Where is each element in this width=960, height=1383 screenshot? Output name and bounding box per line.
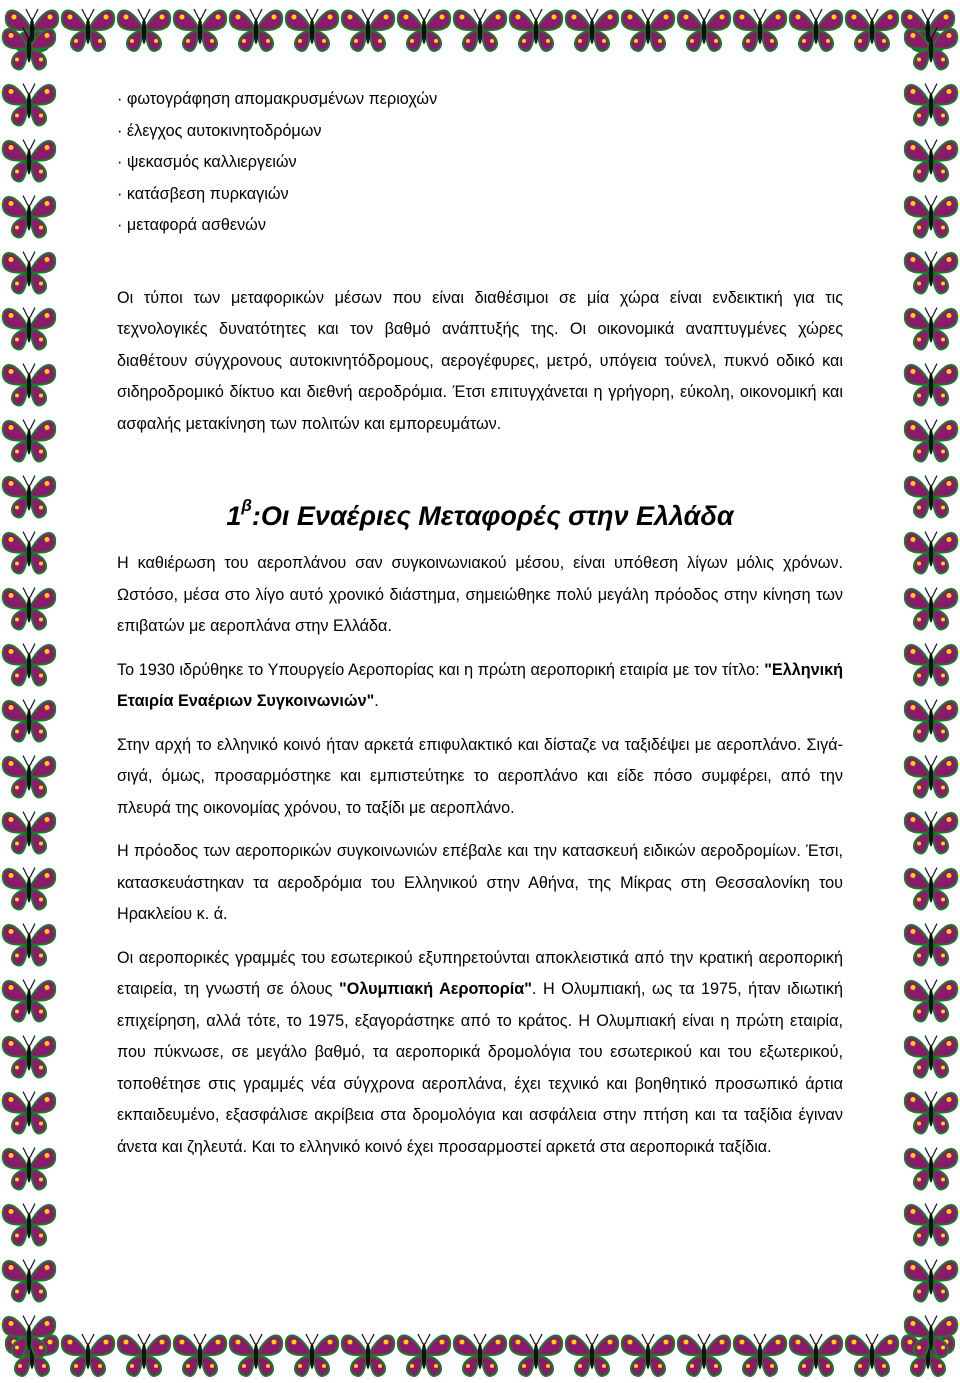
butterfly-icon <box>286 9 338 51</box>
butterfly-icon <box>3 196 55 238</box>
butterfly-icon <box>905 588 957 630</box>
butterfly-icon <box>734 9 786 51</box>
butterfly-icon <box>905 812 957 854</box>
butterfly-icon <box>905 196 957 238</box>
list-item: · κατάσβεση πυρκαγιών <box>117 179 843 211</box>
butterfly-icon <box>3 1260 55 1302</box>
heading-superscript: β <box>241 496 252 515</box>
butterfly-icon <box>734 1334 786 1376</box>
butterfly-icon <box>342 1334 394 1376</box>
butterfly-icon <box>905 364 957 406</box>
butterfly-icon <box>62 1334 114 1376</box>
butterfly-icon <box>622 1334 674 1376</box>
paragraph-text: Το 1930 ιδρύθηκε το Υπουργείο Αεροπορίας και η πρώτη αεροπορική εταιρία με τον τίτλο: <box>117 660 765 679</box>
heading-text: :Οι Εναέριες Μεταφορές στην Ελλάδα <box>251 501 734 531</box>
butterfly-icon <box>3 252 55 294</box>
paragraph: Στην αρχή το ελληνικό κοινό ήταν αρκετά επιφυλακτικό και δίσταζε να ταξιδέψει με αεροπλάνο. Σιγά-σιγά, όμως, προσαρμόστηκε και εμπιστεύτηκε το αεροπλάνο και είδε πόσο συμφέρει, από την πλευρά της οικονομίας χρόνου, το ταξίδι με αεροπλάνο. <box>117 735 843 817</box>
paragraph-text: . <box>374 692 379 710</box>
document-body <box>117 84 843 1163</box>
butterfly-icon <box>286 1334 338 1376</box>
company-name: "Ολυμπιακή Αεροπορία" <box>339 980 532 998</box>
butterfly-icon <box>905 84 957 126</box>
butterfly-icon <box>62 9 114 51</box>
butterfly-icon <box>3 1092 55 1134</box>
butterfly-icon <box>905 924 957 966</box>
butterfly-icon <box>118 9 170 51</box>
butterfly-icon <box>905 644 957 686</box>
butterfly-icon <box>566 1334 618 1376</box>
butterfly-icon <box>3 308 55 350</box>
butterfly-icon <box>622 9 674 51</box>
butterfly-icon <box>3 476 55 518</box>
list-item: · ψεκασμός καλλιεργειών <box>117 147 843 179</box>
butterfly-icon <box>3 812 55 854</box>
butterfly-icon <box>454 1334 506 1376</box>
butterfly-icon <box>905 1036 957 1078</box>
butterfly-icon <box>3 532 55 574</box>
butterfly-icon <box>3 980 55 1022</box>
butterfly-icon <box>3 84 55 126</box>
butterfly-icon <box>3 868 55 910</box>
butterfly-icon <box>3 588 55 630</box>
paragraph <box>117 943 843 1164</box>
butterfly-icon <box>905 1316 957 1358</box>
butterfly-icon <box>174 1334 226 1376</box>
butterfly-icon <box>905 308 957 350</box>
butterfly-icon <box>3 700 55 742</box>
butterfly-icon <box>3 420 55 462</box>
butterfly-icon <box>678 9 730 51</box>
border-left <box>0 0 58 1383</box>
butterfly-icon <box>3 140 55 182</box>
butterfly-icon <box>905 1204 957 1246</box>
butterfly-icon <box>905 140 957 182</box>
butterfly-icon <box>3 924 55 966</box>
butterfly-icon <box>905 420 957 462</box>
butterfly-icon <box>905 28 957 70</box>
border-top <box>0 0 960 58</box>
butterfly-icon <box>846 1334 898 1376</box>
butterfly-icon <box>454 9 506 51</box>
butterfly-icon <box>905 1260 957 1302</box>
butterfly-icon <box>905 980 957 1022</box>
heading-number: 1 <box>226 501 242 531</box>
butterfly-icon <box>905 252 957 294</box>
butterfly-icon <box>3 364 55 406</box>
butterfly-icon <box>566 9 618 51</box>
border-bottom <box>0 1325 960 1383</box>
butterfly-icon <box>3 1148 55 1190</box>
butterfly-icon <box>342 9 394 51</box>
butterfly-icon <box>3 28 55 70</box>
butterfly-icon <box>905 532 957 574</box>
butterfly-icon <box>3 1204 55 1246</box>
butterfly-icon <box>846 9 898 51</box>
butterfly-icon <box>905 476 957 518</box>
butterfly-icon <box>3 644 55 686</box>
company-name: "Ελληνική Εταιρία Εναέριων Συγκοινωνιών" <box>117 660 843 710</box>
butterfly-icon <box>905 1148 957 1190</box>
butterfly-icon <box>398 1334 450 1376</box>
section-heading <box>117 490 843 536</box>
butterfly-icon <box>398 9 450 51</box>
butterfly-icon <box>230 1334 282 1376</box>
border-right <box>902 0 960 1383</box>
list-item: · μεταφορά ασθενών <box>117 210 843 242</box>
butterfly-icon <box>905 1092 957 1134</box>
butterfly-icon <box>790 9 842 51</box>
paragraph: Η πρόοδος των αεροπορικών συγκοινωνιών επέβαλε και την κατασκευή ειδικών αεροδρομίων. Έτσι, κατασκευάστηκαν τα αεροδρόμια του Ελληνικού στην Αθήνα, της Μίκρας στη Θεσσαλονίκη του Ηρακλείου κ. ά. <box>117 842 843 923</box>
paragraph: Η καθιέρωση του αεροπλάνου σαν συγκοινωνιακού μέσου, είναι υπόθεση λίγων μόλις χρόνων. Ωστόσο, μέσα στο λίγο αυτό χρονικό διάστημα, σημειώθηκε πολύ μεγάλη πρόοδος στην κίνηση των επιβατών με αεροπλάνα στην Ελλάδα. <box>117 554 843 635</box>
bullet-list <box>117 84 843 242</box>
butterfly-icon <box>3 756 55 798</box>
butterfly-icon <box>678 1334 730 1376</box>
butterfly-icon <box>118 1334 170 1376</box>
paragraph-text: . Η Ολυμπιακή, ως τα 1975, ήταν ιδιωτική επιχείρηση, αλλά τότε, το 1975, εξαγοράστηκε από το κράτος. Η Ολυμπιακή είναι η πρώτη εταιρία, που πύκνωσε, σε μεγάλο βαθμό, τα αεροπορικά δρομολόγια του εσωτερικού και του εξωτερικού, τοποθέτησε στις γραμμές νέα σύγχρονα αεροπλάνα, έχει τεχνικό και βοηθητικό προσωπικό άρτια εκπαιδευμένο, εξασφάλισε ακρίβεια στα δρομολόγια και ασφάλεια στην πτήση και τα ταξίδια έγιναν άνετα και ζηλευτά. Και το ελληνικό κοινό έχει προσαρμοστεί αρκετά στα αεροπορικά ταξίδια. <box>117 980 844 1156</box>
paragraph-text: Οι αεροπορικές γραμμές του εσωτερικού εξυπηρετούνται αποκλειστικά από την κρατική αεροπορική εταιρεία, τη γνωστή σε όλους <box>117 948 843 998</box>
butterfly-icon <box>905 700 957 742</box>
butterfly-icon <box>905 868 957 910</box>
butterfly-icon <box>905 756 957 798</box>
list-item: · φωτογράφηση απομακρυσμένων περιοχών <box>117 84 843 116</box>
butterfly-icon <box>230 9 282 51</box>
butterfly-icon <box>3 1316 55 1358</box>
paragraph <box>117 655 843 718</box>
list-item: · έλεγχος αυτοκινητοδρόμων <box>117 116 843 148</box>
intro-paragraph: Οι τύποι των μεταφορικών μέσων που είναι διαθέσιμοι σε μία χώρα είναι ενδεικτική για τις τεχνολογικές δυνατότητες και τον βαθμό ανάπτυξής της. Οι οικονομικά αναπτυγμένες χώρες διαθέτουν σύγχρονους αυτοκινητόδρομους, αερογέφυρες, μετρό, υπόγεια τούνελ, πυκνό οδικό και σιδηροδρομικό δίκτυο και διεθνή αεροδρόμια. Έτσι επιτυγχάνεται η γρήγορη, εύκολη, οικονομική και ασφαλής μετακίνηση των πολιτών και εμπορευμάτων. <box>117 288 843 433</box>
butterfly-icon <box>510 9 562 51</box>
butterfly-icon <box>510 1334 562 1376</box>
butterfly-icon <box>790 1334 842 1376</box>
butterfly-icon <box>3 1036 55 1078</box>
butterfly-icon <box>174 9 226 51</box>
